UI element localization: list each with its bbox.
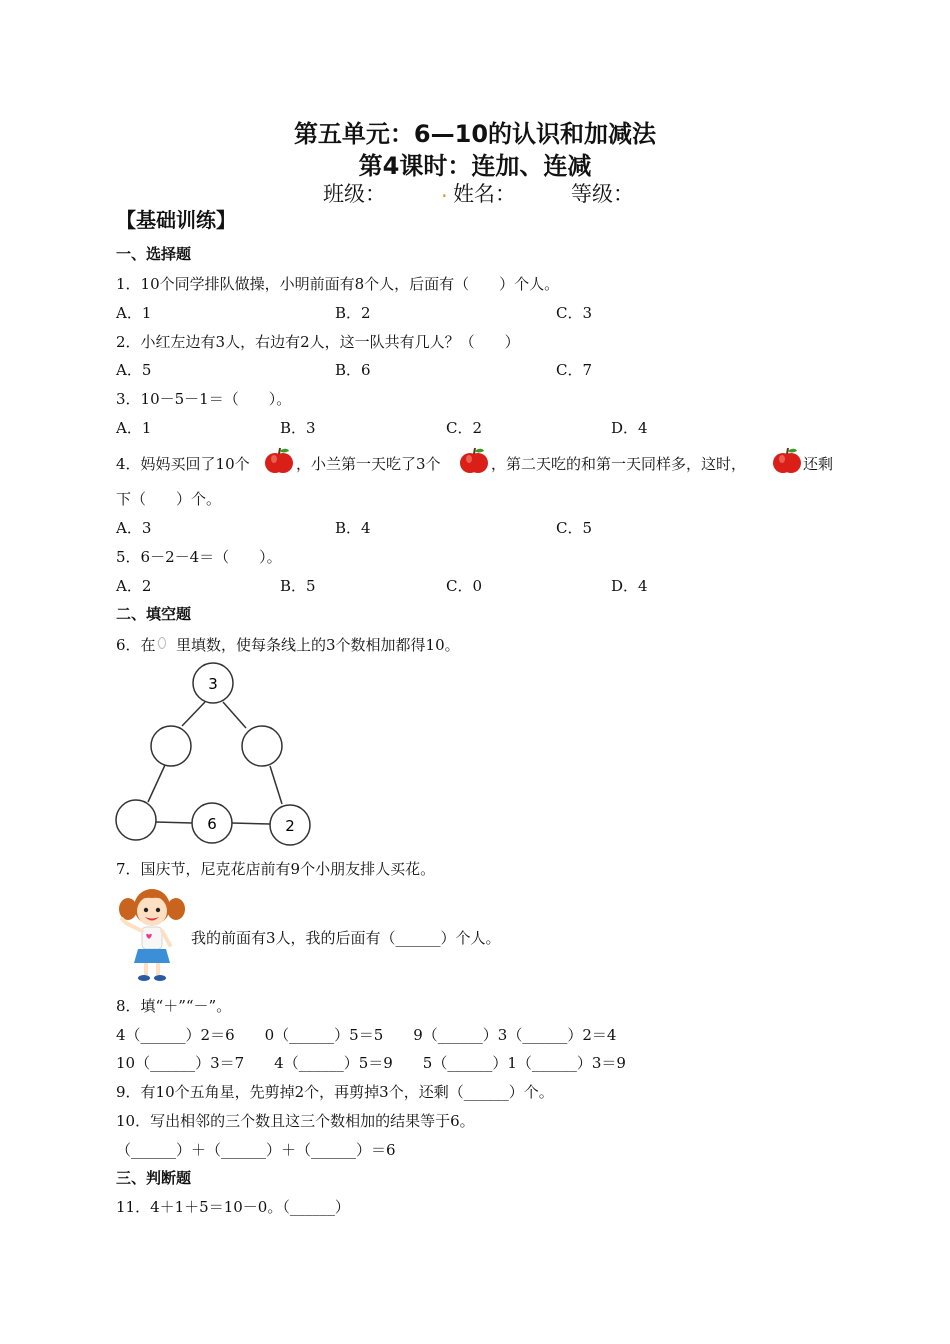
part2-heading: 二、填空题 — [116, 605, 192, 623]
question-4-part1: 4．妈妈买回了10个 — [116, 455, 250, 473]
circle-bottom-right-value: 2 — [285, 817, 295, 835]
question-10: 10．写出相邻的三个数且这三个数相加的结果等于6。 — [116, 1112, 475, 1130]
q3-option-a: A．1 — [116, 419, 152, 437]
q5-option-d: D．4 — [611, 577, 648, 595]
apple-icon — [772, 445, 802, 475]
question-4-part4: 还剩 — [803, 455, 834, 473]
q4-option-c: C．5 — [556, 519, 593, 537]
question-3: 3．10－5－1＝（ ）。 — [116, 390, 292, 408]
q5-option-a: A．2 — [116, 577, 152, 595]
q5-option-c: C．0 — [446, 577, 483, 595]
edge-right-top — [223, 702, 246, 728]
question-7: 7．国庆节，尼克花店前有9个小朋友排人买花。 — [116, 860, 436, 878]
edge-bottom-left — [156, 822, 192, 823]
edge-left-bottom — [148, 765, 165, 802]
question-8: 8．填“＋”“－”。 — [116, 997, 232, 1015]
question-4-part2: ，小兰第一天吃了3个 — [296, 455, 441, 473]
circle-right-middle — [242, 726, 282, 766]
question-6-part1: 6．在 — [116, 636, 156, 654]
page-title: 第五单元：6—10的认识和加减法 — [293, 120, 657, 148]
girl-illustration — [116, 883, 188, 983]
question-7-speech: 我的前面有3人，我的后面有（______）个人。 — [191, 929, 501, 947]
question-6-part2: 里填数，使每条线上的3个数相加都得10。 — [176, 636, 460, 654]
question-9: 9．有10个五角星，先剪掉2个，再剪掉3个，还剩（______）个。 — [116, 1083, 554, 1101]
grade-label: 等级： — [571, 182, 634, 206]
edge-right-bottom — [270, 766, 282, 804]
circle-top-value: 3 — [208, 675, 218, 693]
q2-option-c: C．7 — [556, 361, 593, 379]
q1-option-a: A．1 — [116, 304, 152, 322]
part3-heading: 三、判断题 — [116, 1169, 192, 1187]
class-label: 班级： — [323, 182, 386, 206]
question-8-row2: 10（______）3＝7 4（______）5＝9 5（______）1（______）3＝9 — [116, 1054, 626, 1072]
question-2: 2．小红左边有3人，右边有2人，这一队共有几人？（ ） — [116, 333, 520, 351]
question-4-part3: ，第二天吃的和第一天同样多，这时， — [491, 455, 747, 473]
q5-option-b: B．5 — [280, 577, 316, 595]
q3-option-c: C．2 — [446, 419, 483, 437]
circle-icon — [157, 636, 167, 650]
q4-option-b: B．4 — [335, 519, 371, 537]
separator-dot: . — [441, 178, 448, 202]
edge-left-top — [182, 702, 205, 726]
section-basic-training: 【基础训练】 — [116, 208, 236, 232]
q4-option-a: A．3 — [116, 519, 152, 537]
question-11: 11．4＋1＋5＝10－0。（______） — [116, 1198, 350, 1216]
part1-heading: 一、选择题 — [116, 245, 192, 263]
q2-option-a: A．5 — [116, 361, 152, 379]
question-1: 1．10个同学排队做操，小明前面有8个人，后面有（ ）个人。 — [116, 275, 560, 293]
circle-left-middle — [151, 726, 191, 766]
question-4-part5: 下（ ）个。 — [116, 490, 222, 508]
q3-option-d: D．4 — [611, 419, 648, 437]
number-triangle-diagram — [110, 660, 320, 850]
q1-option-c: C．3 — [556, 304, 593, 322]
edge-bottom-right — [232, 823, 270, 824]
lesson-subtitle: 第4课时：连加、连减 — [358, 152, 592, 180]
q1-option-b: B．2 — [335, 304, 371, 322]
question-10-equation: （______）＋（______）＋（______）＝6 — [116, 1141, 396, 1159]
question-8-row1: 4（______）2＝6 0（______）5＝5 9（______）3（______）2＝4 — [116, 1026, 617, 1044]
apple-icon — [459, 445, 489, 475]
q2-option-b: B．6 — [335, 361, 371, 379]
q3-option-b: B．3 — [280, 419, 316, 437]
apple-icon — [264, 445, 294, 475]
circle-bottom-left — [116, 800, 156, 840]
question-5: 5．6－2－4＝（ ）。 — [116, 548, 282, 566]
name-label: 姓名： — [453, 182, 516, 206]
circle-bottom-middle-value: 6 — [207, 815, 217, 833]
